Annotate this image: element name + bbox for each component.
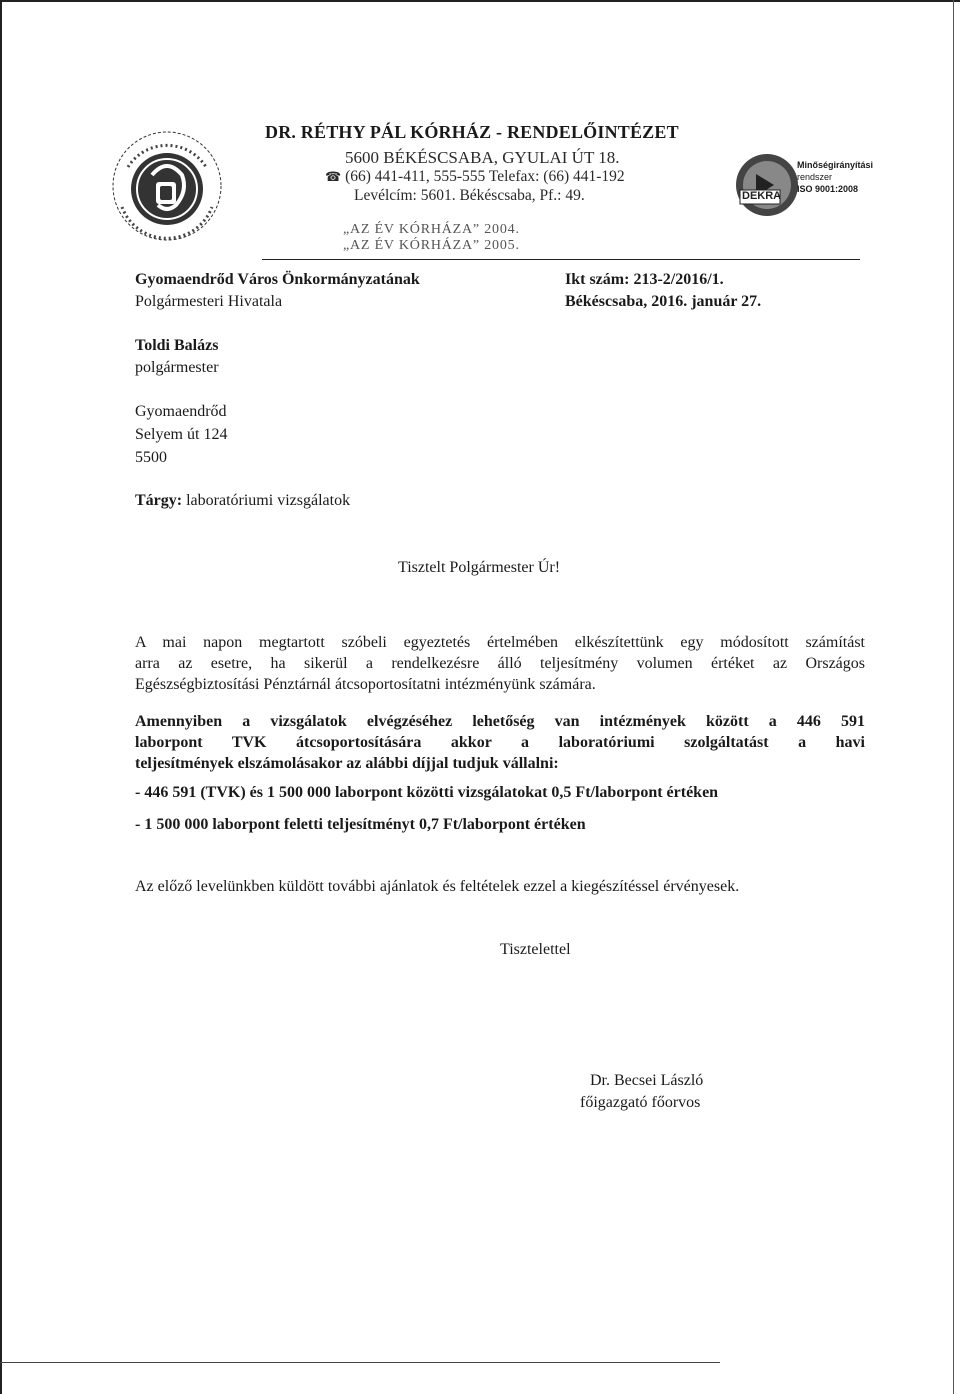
subject-line <box>135 489 350 513</box>
phone-numbers: (66) 441-411, 555-555 Telefax: (66) 441-192 <box>345 168 625 185</box>
phone-icon: ☎ <box>325 169 342 184</box>
pricing-item-1: - 446 591 (TVK) és 1 500 000 laborpont közötti vizsgálatokat 0,5 Ft/laborpont értéken <box>135 784 719 801</box>
signature-title: főigazgató főorvos <box>580 1094 701 1111</box>
dekra-logo-text: DEKRA <box>742 190 782 202</box>
phone-line <box>325 168 625 186</box>
hospital-seal-logo <box>108 127 226 245</box>
institution-name: DR. RÉTHY PÁL KÓRHÁZ - RENDELŐINTÉZET <box>265 122 679 142</box>
paragraph-1-line: A mai napon megtartott szóbeli egyeztetés értelmében elkészítettünk egy módosított számítást <box>135 634 865 651</box>
cert-line-1: Minőségirányítási <box>797 160 874 170</box>
certification-logo <box>734 152 800 218</box>
mail-address: Levélcím: 5601. Békéscsaba, Pf.: 49. <box>354 187 585 204</box>
reference-number: Ikt szám: 213-2/2016/1. <box>565 271 724 288</box>
recipient-name: Toldi Balázs <box>135 337 219 354</box>
signature-name: Dr. Becsei László <box>590 1072 704 1089</box>
paragraph-2-line: teljesítmények elszámolásakor az alábbi díjjal tudjuk vállalni: <box>135 755 559 772</box>
scan-border-bottom <box>0 1362 720 1363</box>
paragraph-2-line: Amennyiben a vizsgálatok elvégzéséhez lehetőség van intézmények között a 446 591 <box>135 713 865 730</box>
scan-border-right <box>953 0 954 1394</box>
paragraph-2 <box>135 711 865 774</box>
paragraph-2-line: laborpont TVK átcsoportosítására akkor a laboratóriumi szolgáltatást a havi <box>135 734 865 751</box>
award-2004: „AZ ÉV KÓRHÁZA” 2004. <box>343 222 520 237</box>
regards: Tisztelettel <box>500 941 571 958</box>
recipient-org-line2: Polgármesteri Hivatala <box>135 293 283 310</box>
recipient-title: polgármester <box>135 359 219 376</box>
scan-border-left <box>0 0 2 1394</box>
cert-line-3: ISO 9001:2008 <box>797 184 859 194</box>
recipient-org-line1: Gyomaendrőd Város Önkormányzatának <box>135 271 420 288</box>
award-2005: „AZ ÉV KÓRHÁZA” 2005. <box>343 238 520 253</box>
recipient-city: Gyomaendrőd <box>135 403 227 420</box>
institution-address: 5600 BÉKÉSCSABA, GYULAI ÚT 18. <box>345 148 620 167</box>
cert-line-2: rendszer <box>797 172 833 182</box>
recipient-street: Selyem út 124 <box>135 426 228 443</box>
pricing-item-2: - 1 500 000 laborpont feletti teljesítményt 0,7 Ft/laborpont értéken <box>135 816 586 833</box>
paragraph-1-line: Egészségbiztosítási Pénztárnál átcsoportosítatni intézményünk számára. <box>135 676 596 693</box>
paragraph-1-line: arra az esetre, ha sikerül a rendelkezésre álló teljesítmény volumen értéket az Országos <box>135 655 865 672</box>
dekra-seal-icon <box>734 152 800 218</box>
letter-date: Békéscsaba, 2016. január 27. <box>565 293 762 310</box>
subject-label: Tárgy: <box>135 492 183 509</box>
recipient-zip: 5500 <box>135 449 167 466</box>
letterhead-divider <box>262 259 860 260</box>
scan-border-top <box>0 0 960 2</box>
salutation: Tisztelt Polgármester Úr! <box>398 559 561 576</box>
paragraph-1 <box>135 632 865 695</box>
subject-text: laboratóriumi vizsgálatok <box>186 492 351 509</box>
closing-note: Az előző levelünkben küldött további ajánlatok és feltételek ezzel a kiegészítéssel érvényesek. <box>135 878 740 895</box>
